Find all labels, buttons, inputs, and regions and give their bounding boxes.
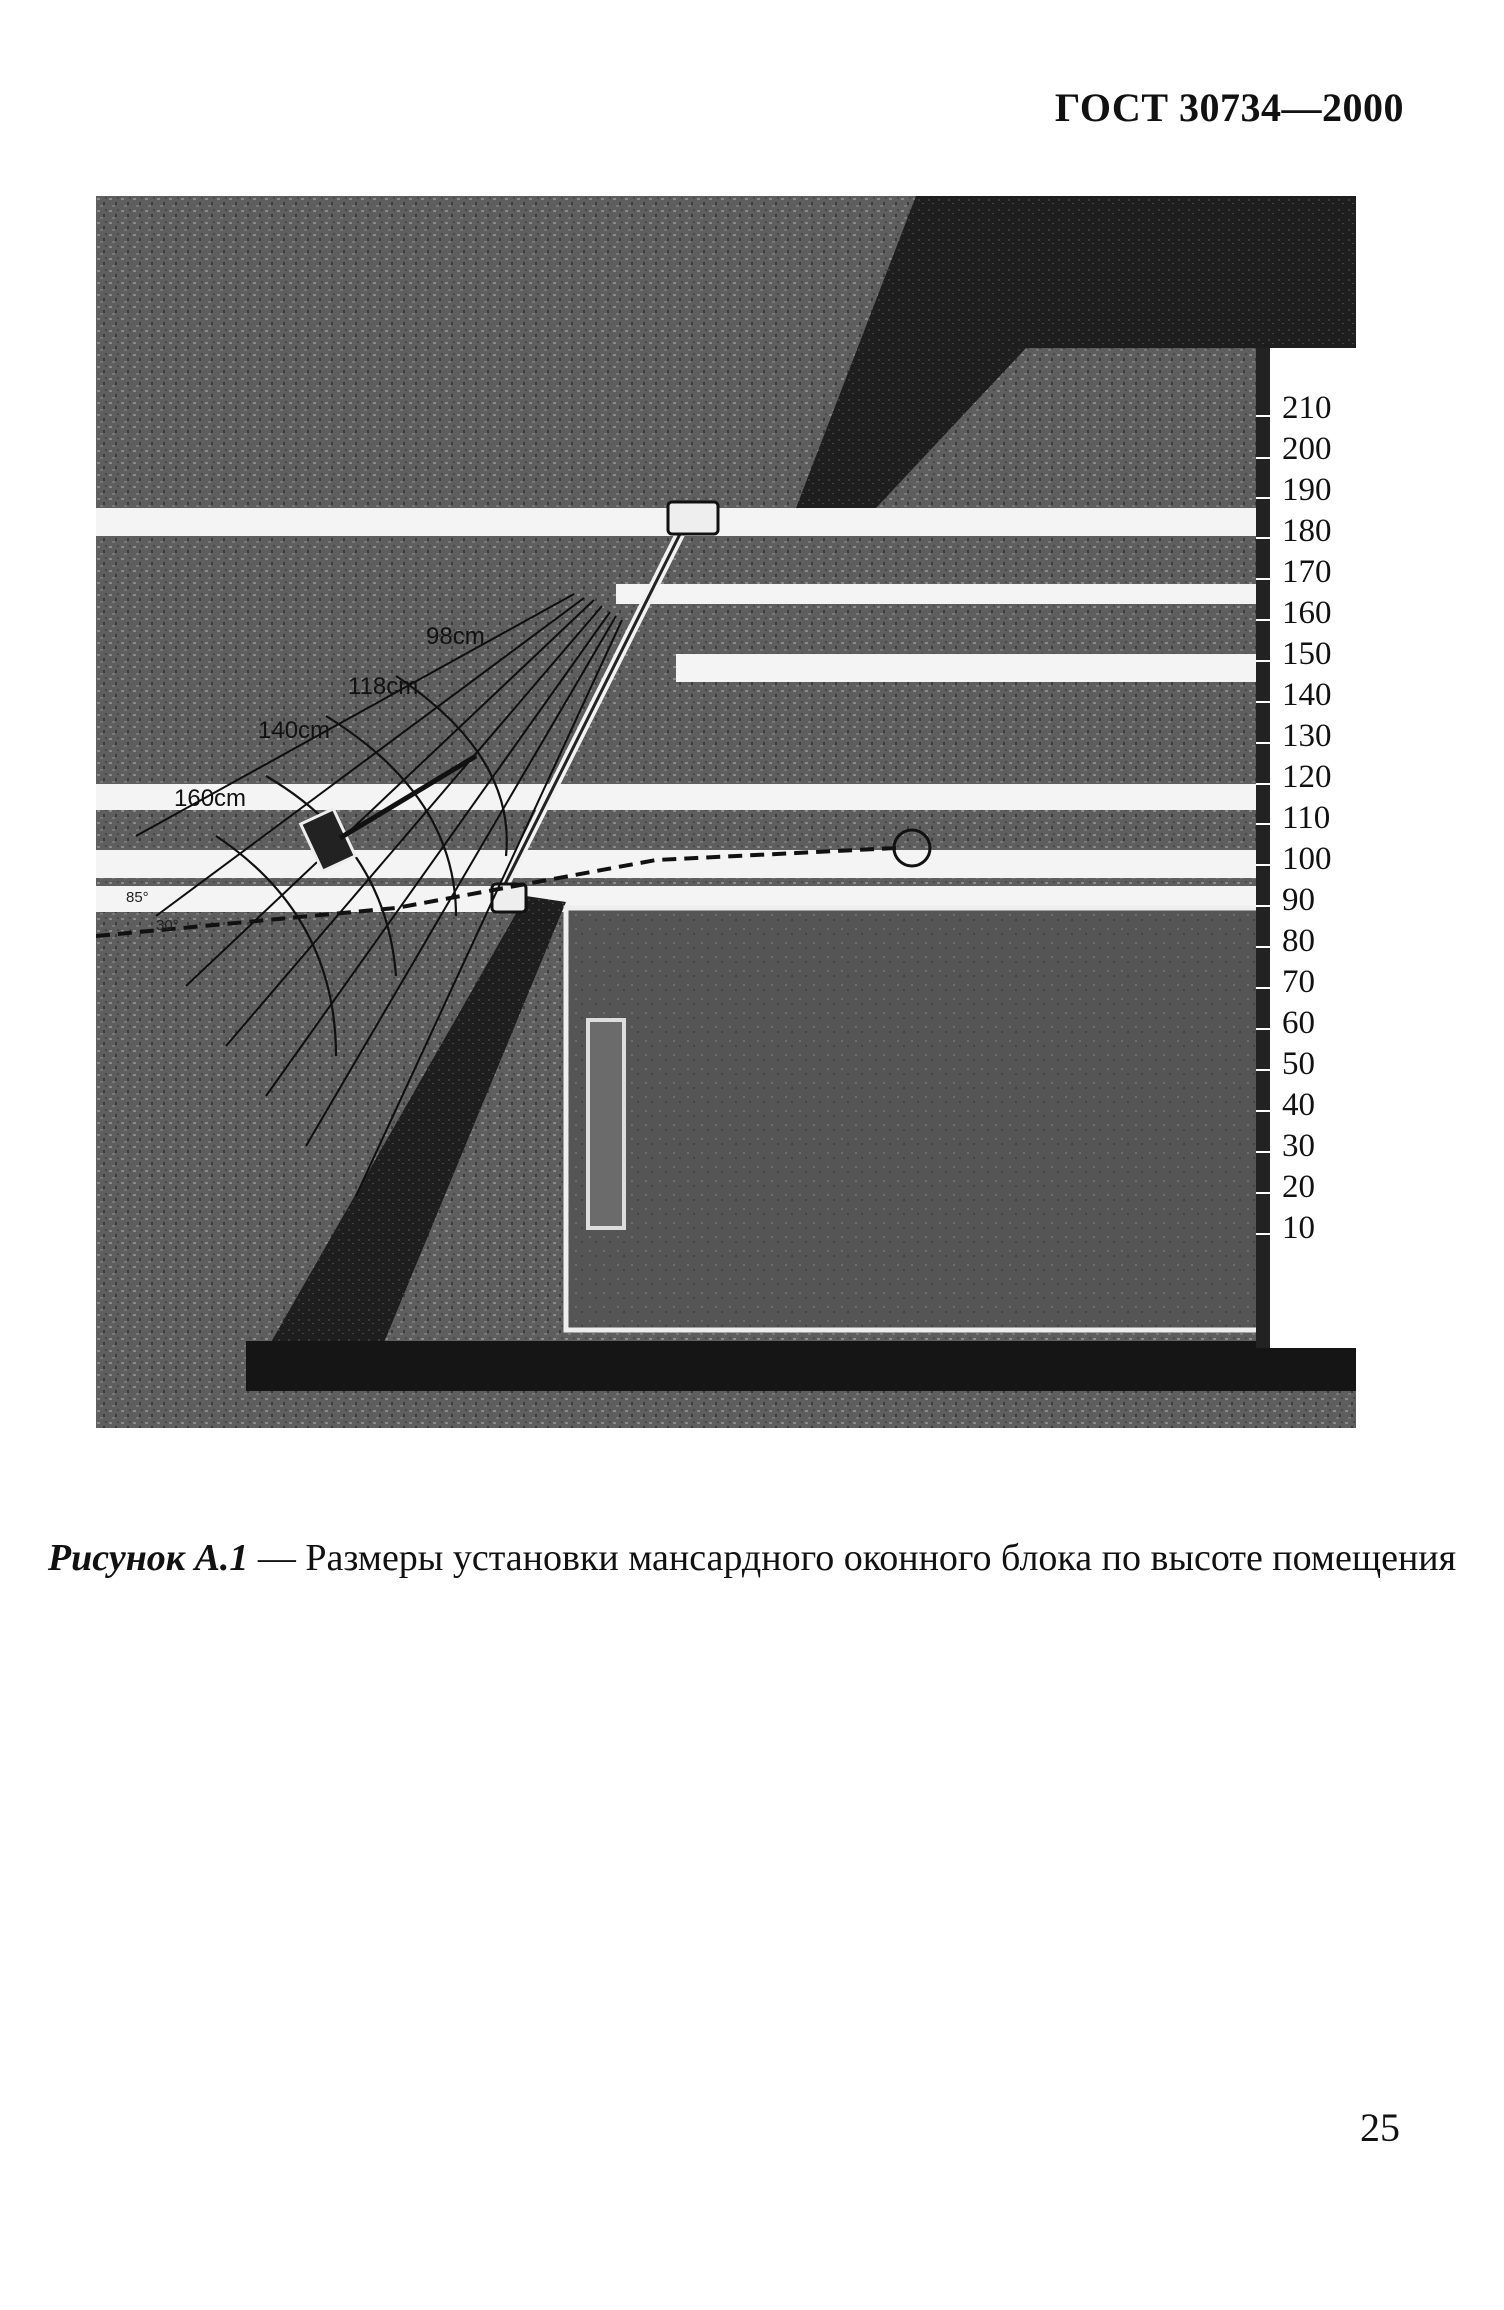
- radiator-icon: [588, 1020, 624, 1228]
- scale-mark: 140: [1282, 677, 1332, 713]
- distance-label-140: 140cm: [258, 717, 331, 744]
- scale-mark: 210: [1282, 390, 1332, 426]
- distance-label-98: 98cm: [426, 623, 485, 650]
- angle-label-30: 30°: [156, 917, 179, 934]
- distance-label-118: 118cm: [348, 673, 419, 700]
- scale-mark: 40: [1282, 1087, 1315, 1123]
- figure-attic-window-diagram: [96, 196, 1356, 1428]
- document-header: ГОСТ 30734—2000: [1054, 85, 1404, 130]
- scale-mark: 170: [1282, 554, 1332, 590]
- diagram-canvas: [96, 196, 1356, 1428]
- scale-mark: 110: [1282, 800, 1331, 836]
- scale-mark: 120: [1282, 759, 1332, 795]
- scale-mark: 160: [1282, 595, 1332, 631]
- scale-mark: 180: [1282, 513, 1332, 549]
- scale-mark: 30: [1282, 1128, 1315, 1164]
- distance-label-160: 160cm: [174, 785, 247, 812]
- scale-mark: 150: [1282, 636, 1332, 672]
- scale-mark: 60: [1282, 1005, 1315, 1041]
- angle-label-85: 85°: [126, 889, 149, 906]
- scale-mark: 50: [1282, 1046, 1315, 1082]
- scale-mark: 190: [1282, 472, 1332, 508]
- scale-mark: 100: [1282, 841, 1332, 877]
- scale-mark: 80: [1282, 923, 1315, 959]
- scale-mark: 90: [1282, 882, 1315, 918]
- scale-mark: 10: [1282, 1210, 1315, 1246]
- page-number: 25: [1360, 2105, 1400, 2150]
- height-ruler: [1256, 348, 1356, 1348]
- figure-caption: [40, 1534, 1464, 1582]
- scale-mark: 200: [1282, 431, 1332, 467]
- figure-caption-dash: —: [248, 1537, 306, 1579]
- scale-mark: 130: [1282, 718, 1332, 754]
- figure-caption-label: Рисунок А.1: [47, 1537, 249, 1579]
- scale-mark: 20: [1282, 1169, 1315, 1205]
- scale-mark: 70: [1282, 964, 1315, 1000]
- room-wall: [566, 908, 1341, 1330]
- figure-caption-text: Размеры установки мансардного оконного блока по высоте помещения: [305, 1537, 1457, 1579]
- floor-slab: [246, 1341, 1356, 1391]
- window-top-hinge: [668, 502, 718, 534]
